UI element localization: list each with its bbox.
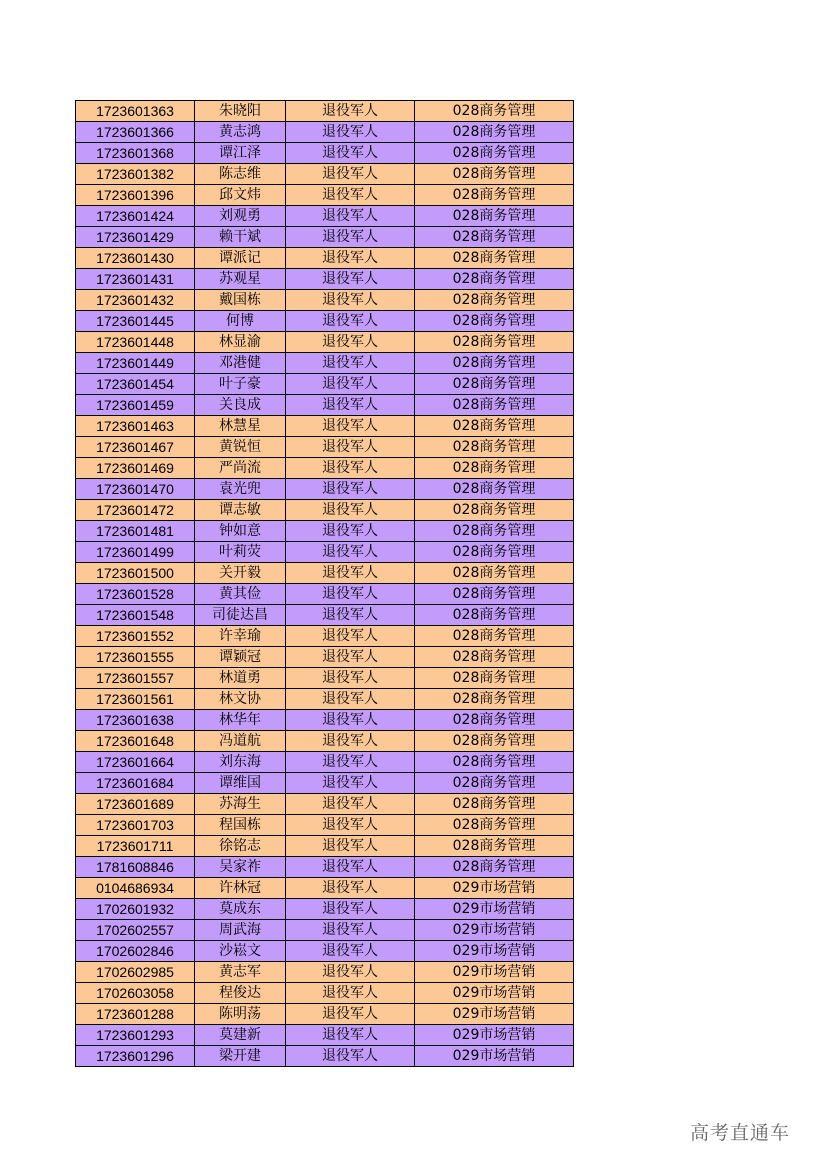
table-row: [76, 143, 574, 164]
table-row: [76, 521, 574, 542]
major-cell: 028商务管理: [415, 458, 574, 479]
table-row: [76, 122, 574, 143]
major-cell: 028商务管理: [415, 815, 574, 836]
student-id-cell: 1723601470: [76, 479, 195, 500]
table-row: [76, 1025, 574, 1046]
major-cell: 028商务管理: [415, 479, 574, 500]
major-cell: 028商务管理: [415, 374, 574, 395]
student-name-cell: 陈志维: [195, 164, 286, 185]
student-category-cell: 退役军人: [286, 689, 415, 710]
student-id-cell: 1723601548: [76, 605, 195, 626]
table-row: [76, 605, 574, 626]
student-name-cell: 严尚流: [195, 458, 286, 479]
major-cell: 028商务管理: [415, 290, 574, 311]
table-row: [76, 206, 574, 227]
student-name-cell: 程国栋: [195, 815, 286, 836]
student-category-cell: 退役军人: [286, 206, 415, 227]
student-name-cell: 谭维国: [195, 773, 286, 794]
major-cell: 028商务管理: [415, 542, 574, 563]
table-row: [76, 269, 574, 290]
student-name-cell: 关开毅: [195, 563, 286, 584]
student-id-cell: 1723601368: [76, 143, 195, 164]
student-id-cell: 1723601445: [76, 311, 195, 332]
table-row: [76, 332, 574, 353]
student-category-cell: 退役军人: [286, 101, 415, 122]
student-category-cell: 退役军人: [286, 857, 415, 878]
student-id-cell: 1723601296: [76, 1046, 195, 1067]
student-category-cell: 退役军人: [286, 185, 415, 206]
major-cell: 028商务管理: [415, 857, 574, 878]
major-cell: 028商务管理: [415, 773, 574, 794]
table-row: [76, 752, 574, 773]
student-category-cell: 退役军人: [286, 374, 415, 395]
table-row: [76, 290, 574, 311]
student-id-cell: 1723601448: [76, 332, 195, 353]
student-name-cell: 冯道航: [195, 731, 286, 752]
table-row: [76, 731, 574, 752]
student-name-cell: 林道勇: [195, 668, 286, 689]
table-row: [76, 164, 574, 185]
student-id-cell: 1723601555: [76, 647, 195, 668]
student-name-cell: 苏海生: [195, 794, 286, 815]
student-id-cell: 1723601703: [76, 815, 195, 836]
student-id-cell: 1723601561: [76, 689, 195, 710]
student-category-cell: 退役军人: [286, 878, 415, 899]
student-category-cell: 退役军人: [286, 290, 415, 311]
major-cell: 028商务管理: [415, 605, 574, 626]
student-category-cell: 退役军人: [286, 563, 415, 584]
table-row: [76, 668, 574, 689]
student-category-cell: 退役军人: [286, 500, 415, 521]
table-row: [76, 710, 574, 731]
major-cell: 028商务管理: [415, 227, 574, 248]
table-row: [76, 500, 574, 521]
student-id-cell: 1723601500: [76, 563, 195, 584]
student-category-cell: 退役军人: [286, 815, 415, 836]
student-table: [75, 100, 574, 1067]
major-cell: 028商务管理: [415, 122, 574, 143]
student-id-cell: 1723601499: [76, 542, 195, 563]
student-id-cell: 1723601288: [76, 1004, 195, 1025]
student-name-cell: 林显渝: [195, 332, 286, 353]
student-name-cell: 黄志军: [195, 962, 286, 983]
table-row: [76, 983, 574, 1004]
student-name-cell: 程俊达: [195, 983, 286, 1004]
major-cell: 029市场营销: [415, 899, 574, 920]
table-row: [76, 101, 574, 122]
student-id-cell: 1723601472: [76, 500, 195, 521]
student-name-cell: 沙崧文: [195, 941, 286, 962]
table-row: [76, 794, 574, 815]
student-name-cell: 苏观星: [195, 269, 286, 290]
table-row: [76, 185, 574, 206]
major-cell: 028商务管理: [415, 521, 574, 542]
student-name-cell: 许林冠: [195, 878, 286, 899]
major-cell: 029市场营销: [415, 962, 574, 983]
table-row: [76, 584, 574, 605]
student-id-cell: 1723601557: [76, 668, 195, 689]
student-id-cell: 1723601454: [76, 374, 195, 395]
student-category-cell: 退役军人: [286, 353, 415, 374]
student-name-cell: 邓港健: [195, 353, 286, 374]
major-cell: 028商务管理: [415, 626, 574, 647]
major-cell: 028商务管理: [415, 164, 574, 185]
student-name-cell: 何博: [195, 311, 286, 332]
student-category-cell: 退役军人: [286, 542, 415, 563]
major-cell: 029市场营销: [415, 1046, 574, 1067]
student-id-cell: 1723601552: [76, 626, 195, 647]
student-name-cell: 袁光兜: [195, 479, 286, 500]
major-cell: 028商务管理: [415, 185, 574, 206]
major-cell: 029市场营销: [415, 983, 574, 1004]
student-name-cell: 邱文炜: [195, 185, 286, 206]
table-row: [76, 248, 574, 269]
table-row: [76, 836, 574, 857]
student-id-cell: 1781608846: [76, 857, 195, 878]
student-id-cell: 1723601424: [76, 206, 195, 227]
major-cell: 028商务管理: [415, 248, 574, 269]
student-category-cell: 退役军人: [286, 269, 415, 290]
major-cell: 028商务管理: [415, 269, 574, 290]
student-category-cell: 退役军人: [286, 647, 415, 668]
major-cell: 029市场营销: [415, 920, 574, 941]
student-name-cell: 戴国栋: [195, 290, 286, 311]
table-row: [76, 857, 574, 878]
student-category-cell: 退役军人: [286, 122, 415, 143]
student-category-cell: 退役军人: [286, 626, 415, 647]
student-id-cell: 1702601932: [76, 899, 195, 920]
watermark-text: 高考直通车: [690, 1122, 791, 1144]
student-id-cell: 1723601463: [76, 416, 195, 437]
table-row: [76, 479, 574, 500]
table-row: [76, 353, 574, 374]
student-id-cell: 1723601528: [76, 584, 195, 605]
student-category-cell: 退役军人: [286, 332, 415, 353]
student-name-cell: 林华年: [195, 710, 286, 731]
student-id-cell: 1723601293: [76, 1025, 195, 1046]
table-row: [76, 647, 574, 668]
student-id-cell: 1702603058: [76, 983, 195, 1004]
student-category-cell: 退役军人: [286, 899, 415, 920]
student-category-cell: 退役军人: [286, 983, 415, 1004]
student-category-cell: 退役军人: [286, 731, 415, 752]
table-row: [76, 815, 574, 836]
student-name-cell: 林慧星: [195, 416, 286, 437]
student-category-cell: 退役军人: [286, 437, 415, 458]
student-category-cell: 退役军人: [286, 479, 415, 500]
student-category-cell: 退役军人: [286, 584, 415, 605]
student-name-cell: 吴家祚: [195, 857, 286, 878]
student-id-cell: 1702602557: [76, 920, 195, 941]
table-row: [76, 563, 574, 584]
table-row: [76, 227, 574, 248]
student-table-body: [76, 101, 574, 1067]
student-category-cell: 退役军人: [286, 311, 415, 332]
student-name-cell: 莫建新: [195, 1025, 286, 1046]
table-row: [76, 542, 574, 563]
table-row: [76, 899, 574, 920]
major-cell: 028商务管理: [415, 668, 574, 689]
student-id-cell: 1723601449: [76, 353, 195, 374]
student-id-cell: 1723601431: [76, 269, 195, 290]
major-cell: 028商务管理: [415, 647, 574, 668]
student-category-cell: 退役军人: [286, 416, 415, 437]
student-category-cell: 退役军人: [286, 143, 415, 164]
student-category-cell: 退役军人: [286, 710, 415, 731]
student-name-cell: 朱晓阳: [195, 101, 286, 122]
student-category-cell: 退役军人: [286, 164, 415, 185]
student-id-cell: 1723601684: [76, 773, 195, 794]
student-category-cell: 退役军人: [286, 1046, 415, 1067]
table-row: [76, 374, 574, 395]
major-cell: 028商务管理: [415, 101, 574, 122]
major-cell: 028商务管理: [415, 794, 574, 815]
student-name-cell: 钟如意: [195, 521, 286, 542]
student-id-cell: 1702602985: [76, 962, 195, 983]
student-id-cell: 1723601429: [76, 227, 195, 248]
student-category-cell: 退役军人: [286, 941, 415, 962]
student-name-cell: 陈明荡: [195, 1004, 286, 1025]
student-id-cell: 1723601366: [76, 122, 195, 143]
student-category-cell: 退役军人: [286, 752, 415, 773]
student-id-cell: 1723601638: [76, 710, 195, 731]
student-name-cell: 黄锐恒: [195, 437, 286, 458]
student-id-cell: 1723601363: [76, 101, 195, 122]
student-id-cell: 1723601481: [76, 521, 195, 542]
major-cell: 028商务管理: [415, 311, 574, 332]
student-id-cell: 1723601467: [76, 437, 195, 458]
student-name-cell: 梁开建: [195, 1046, 286, 1067]
major-cell: 028商务管理: [415, 437, 574, 458]
student-name-cell: 赖干斌: [195, 227, 286, 248]
student-name-cell: 徐铭志: [195, 836, 286, 857]
table-row: [76, 920, 574, 941]
student-id-cell: 1702602846: [76, 941, 195, 962]
major-cell: 029市场营销: [415, 1025, 574, 1046]
student-category-cell: 退役军人: [286, 668, 415, 689]
major-cell: 029市场营销: [415, 1004, 574, 1025]
major-cell: 028商务管理: [415, 563, 574, 584]
table-row: [76, 941, 574, 962]
student-id-cell: 1723601711: [76, 836, 195, 857]
student-name-cell: 许幸瑜: [195, 626, 286, 647]
student-name-cell: 周武海: [195, 920, 286, 941]
student-name-cell: 黄志鸿: [195, 122, 286, 143]
student-category-cell: 退役军人: [286, 395, 415, 416]
student-category-cell: 退役军人: [286, 248, 415, 269]
table-row: [76, 689, 574, 710]
table-row: [76, 311, 574, 332]
major-cell: 028商务管理: [415, 689, 574, 710]
major-cell: 028商务管理: [415, 836, 574, 857]
student-category-cell: 退役军人: [286, 773, 415, 794]
table-row: [76, 416, 574, 437]
student-category-cell: 退役军人: [286, 458, 415, 479]
student-id-cell: 1723601469: [76, 458, 195, 479]
major-cell: 029市场营销: [415, 878, 574, 899]
student-name-cell: 谭派记: [195, 248, 286, 269]
table-row: [76, 962, 574, 983]
major-cell: 028商务管理: [415, 143, 574, 164]
major-cell: 028商务管理: [415, 752, 574, 773]
student-category-cell: 退役军人: [286, 1025, 415, 1046]
student-name-cell: 叶子豪: [195, 374, 286, 395]
major-cell: 028商务管理: [415, 731, 574, 752]
major-cell: 028商务管理: [415, 395, 574, 416]
student-category-cell: 退役军人: [286, 1004, 415, 1025]
student-id-cell: 1723601432: [76, 290, 195, 311]
student-name-cell: 林文协: [195, 689, 286, 710]
table-row: [76, 458, 574, 479]
table-row: [76, 626, 574, 647]
student-name-cell: 刘东海: [195, 752, 286, 773]
student-name-cell: 刘观勇: [195, 206, 286, 227]
student-name-cell: 黄其俭: [195, 584, 286, 605]
major-cell: 028商务管理: [415, 206, 574, 227]
student-id-cell: 1723601382: [76, 164, 195, 185]
student-category-cell: 退役军人: [286, 521, 415, 542]
major-cell: 028商务管理: [415, 584, 574, 605]
student-category-cell: 退役军人: [286, 227, 415, 248]
student-name-cell: 谭志敏: [195, 500, 286, 521]
table-row: [76, 1046, 574, 1067]
student-id-cell: 1723601689: [76, 794, 195, 815]
major-cell: 029市场营销: [415, 941, 574, 962]
student-category-cell: 退役军人: [286, 794, 415, 815]
major-cell: 028商务管理: [415, 500, 574, 521]
table-row: [76, 437, 574, 458]
student-name-cell: 谭颖冠: [195, 647, 286, 668]
student-id-cell: 1723601430: [76, 248, 195, 269]
student-name-cell: 司徒达昌: [195, 605, 286, 626]
major-cell: 028商务管理: [415, 353, 574, 374]
student-name-cell: 叶莉荧: [195, 542, 286, 563]
student-id-cell: 1723601459: [76, 395, 195, 416]
student-name-cell: 莫成东: [195, 899, 286, 920]
major-cell: 028商务管理: [415, 710, 574, 731]
table-row: [76, 395, 574, 416]
student-name-cell: 关良成: [195, 395, 286, 416]
major-cell: 028商务管理: [415, 416, 574, 437]
student-id-cell: 1723601396: [76, 185, 195, 206]
student-id-cell: 1723601664: [76, 752, 195, 773]
table-row: [76, 1004, 574, 1025]
student-category-cell: 退役军人: [286, 920, 415, 941]
student-id-cell: 1723601648: [76, 731, 195, 752]
student-name-cell: 谭江泽: [195, 143, 286, 164]
student-id-cell: 0104686934: [76, 878, 195, 899]
student-category-cell: 退役军人: [286, 605, 415, 626]
student-category-cell: 退役军人: [286, 836, 415, 857]
table-row: [76, 773, 574, 794]
student-category-cell: 退役军人: [286, 962, 415, 983]
major-cell: 028商务管理: [415, 332, 574, 353]
table-row: [76, 878, 574, 899]
